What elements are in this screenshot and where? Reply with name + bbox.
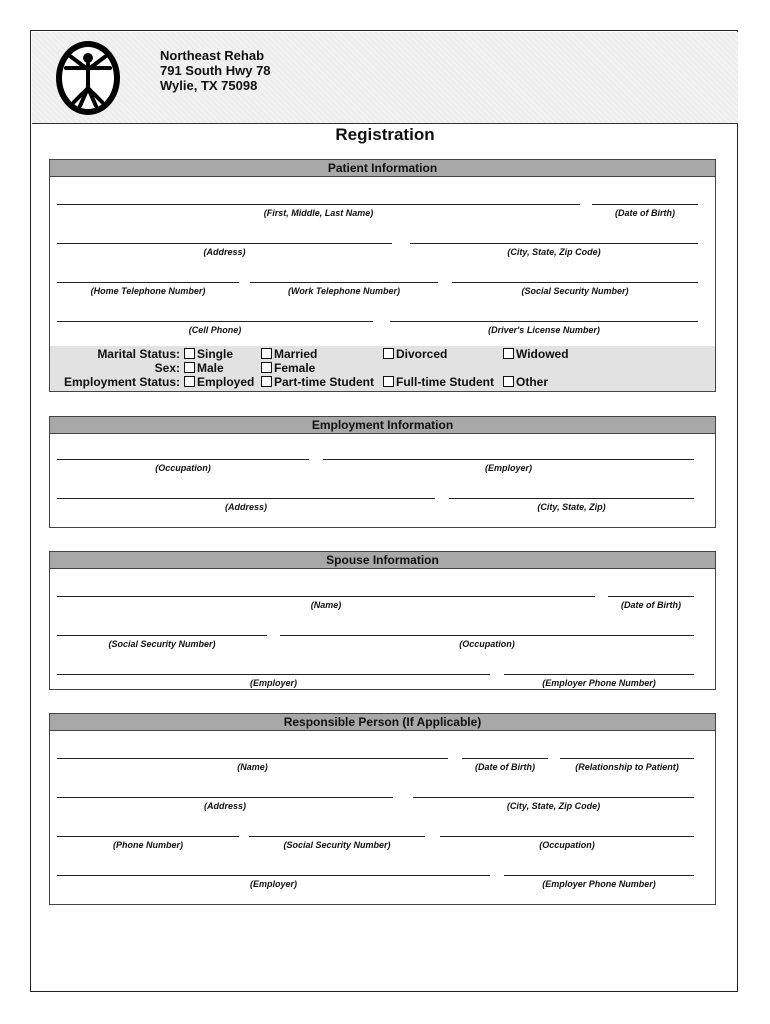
field-caption: (Address) [224,502,267,512]
checkbox-box[interactable] [184,376,195,387]
work-phone-field[interactable] [250,282,438,296]
field-caption: (Social Security Number) [521,286,629,296]
checkbox-box[interactable] [261,376,272,387]
field-caption: (Driver's License Number) [488,325,600,335]
spouse-section-heading: Spouse Information [50,552,715,569]
patient-section-heading: Patient Information [50,160,715,177]
clinic-address [160,48,271,93]
responsible-employer-field[interactable] [57,875,490,889]
patient-address-field[interactable] [57,243,392,257]
clinic-city: Wylie, TX 75098 [160,78,258,93]
patient-ssn-field[interactable] [452,282,698,296]
field-caption: (Occupation) [459,639,515,649]
status-options-area [50,346,715,391]
sex-female-checkbox[interactable]: Female [261,361,315,375]
field-caption: (Occupation) [539,840,595,850]
spouse-information-section [49,551,716,690]
checkbox-box[interactable] [503,348,514,359]
clinic-header [32,32,738,124]
checkbox-box[interactable] [261,362,272,373]
checkbox-box[interactable] [383,376,394,387]
clinic-street: 791 South Hwy 78 [160,63,271,78]
checkbox-box[interactable] [261,348,272,359]
employer-address-field[interactable] [57,498,435,512]
occupation-field[interactable] [57,459,309,473]
field-caption: (Employer) [484,463,532,473]
responsible-address-field[interactable] [57,797,393,811]
employment-section-heading: Employment Information [50,417,715,434]
responsible-section-heading: Responsible Person (If Applicable) [50,714,715,731]
spouse-dob-field[interactable] [608,596,694,610]
checkbox-box[interactable] [383,348,394,359]
field-caption: (City, State, Zip Code) [506,801,601,811]
field-caption: (Employer Phone Number) [542,678,656,688]
marital-married-checkbox[interactable]: Married [261,347,317,361]
responsible-dob-field[interactable] [462,758,548,772]
marital-single-checkbox[interactable]: Single [184,347,233,361]
field-caption: (City, State, Zip) [537,502,606,512]
field-caption: (Date of Birth) [475,762,535,772]
vitruvian-man-logo [54,38,122,118]
marital-status-row [50,347,715,361]
field-caption: (Cell Phone) [188,325,242,335]
marital-status-label: Marital Status: [97,347,180,361]
clinic-name: Northeast Rehab [160,48,265,63]
checkbox-box[interactable] [184,348,195,359]
employment-employed-checkbox[interactable]: Employed [184,375,254,389]
employment-status-row [50,375,715,389]
responsible-name-field[interactable] [57,758,448,772]
field-caption: (Address) [203,247,246,257]
drivers-license-field[interactable] [390,321,698,335]
field-caption: (Name) [310,600,342,610]
field-caption: (Social Security Number) [283,840,391,850]
patient-name-field[interactable] [57,204,580,218]
spouse-occupation-field[interactable] [280,635,694,649]
field-caption: (Work Telephone Number) [287,286,400,296]
employment-part-time-student-checkbox[interactable]: Part-time Student [261,375,374,389]
home-phone-field[interactable] [57,282,239,296]
field-caption: (Employer) [249,678,297,688]
field-caption: (Name) [237,762,268,772]
checkbox-box[interactable] [184,362,195,373]
responsible-employer-phone-field[interactable] [504,875,694,889]
field-caption: (Employer) [249,879,297,889]
employment-full-time-student-checkbox[interactable]: Full-time Student [383,375,494,389]
spouse-employer-field[interactable] [57,674,490,688]
employer-field[interactable] [323,459,694,473]
marital-widowed-checkbox[interactable]: Widowed [503,347,569,361]
field-caption: (Employer Phone Number) [542,879,656,889]
spouse-employer-phone-field[interactable] [504,674,694,688]
field-caption: (City, State, Zip Code) [507,247,601,257]
checkbox-box[interactable] [503,376,514,387]
marital-divorced-checkbox[interactable]: Divorced [383,347,447,361]
responsible-person-section [49,713,716,905]
form-title: Registration [335,125,435,144]
cell-phone-field[interactable] [57,321,373,335]
spouse-ssn-field[interactable] [57,635,267,649]
spouse-name-field[interactable] [57,596,595,610]
patient-dob-field[interactable] [592,204,698,218]
employment-other-checkbox[interactable]: Other [503,375,548,389]
sex-male-checkbox[interactable]: Male [184,361,224,375]
responsible-ssn-field[interactable] [249,836,425,850]
field-caption: (Phone Number) [112,840,183,850]
employment-information-section [49,416,716,528]
field-caption: (First, Middle, Last Name) [263,208,374,218]
field-caption: (Home Telephone Number) [90,286,206,296]
employer-city-state-zip-field[interactable] [449,498,694,512]
field-caption: (Occupation) [155,463,211,473]
field-caption: (Address) [203,801,246,811]
field-caption: (Date of Birth) [621,600,681,610]
relationship-field[interactable] [560,758,694,772]
field-caption: (Social Security Number) [108,639,216,649]
form-page [30,30,738,992]
responsible-phone-field[interactable] [57,836,239,850]
field-caption: (Date of Birth) [615,208,675,218]
responsible-city-state-zip-field[interactable] [413,797,694,811]
sex-label: Sex: [154,361,180,375]
responsible-occupation-field[interactable] [440,836,694,850]
patient-information-section [49,159,716,392]
field-caption: (Relationship to Patient) [575,762,679,772]
employment-status-label: Employment Status: [63,375,180,389]
patient-city-state-zip-field[interactable] [410,243,698,257]
sex-row [50,361,715,375]
